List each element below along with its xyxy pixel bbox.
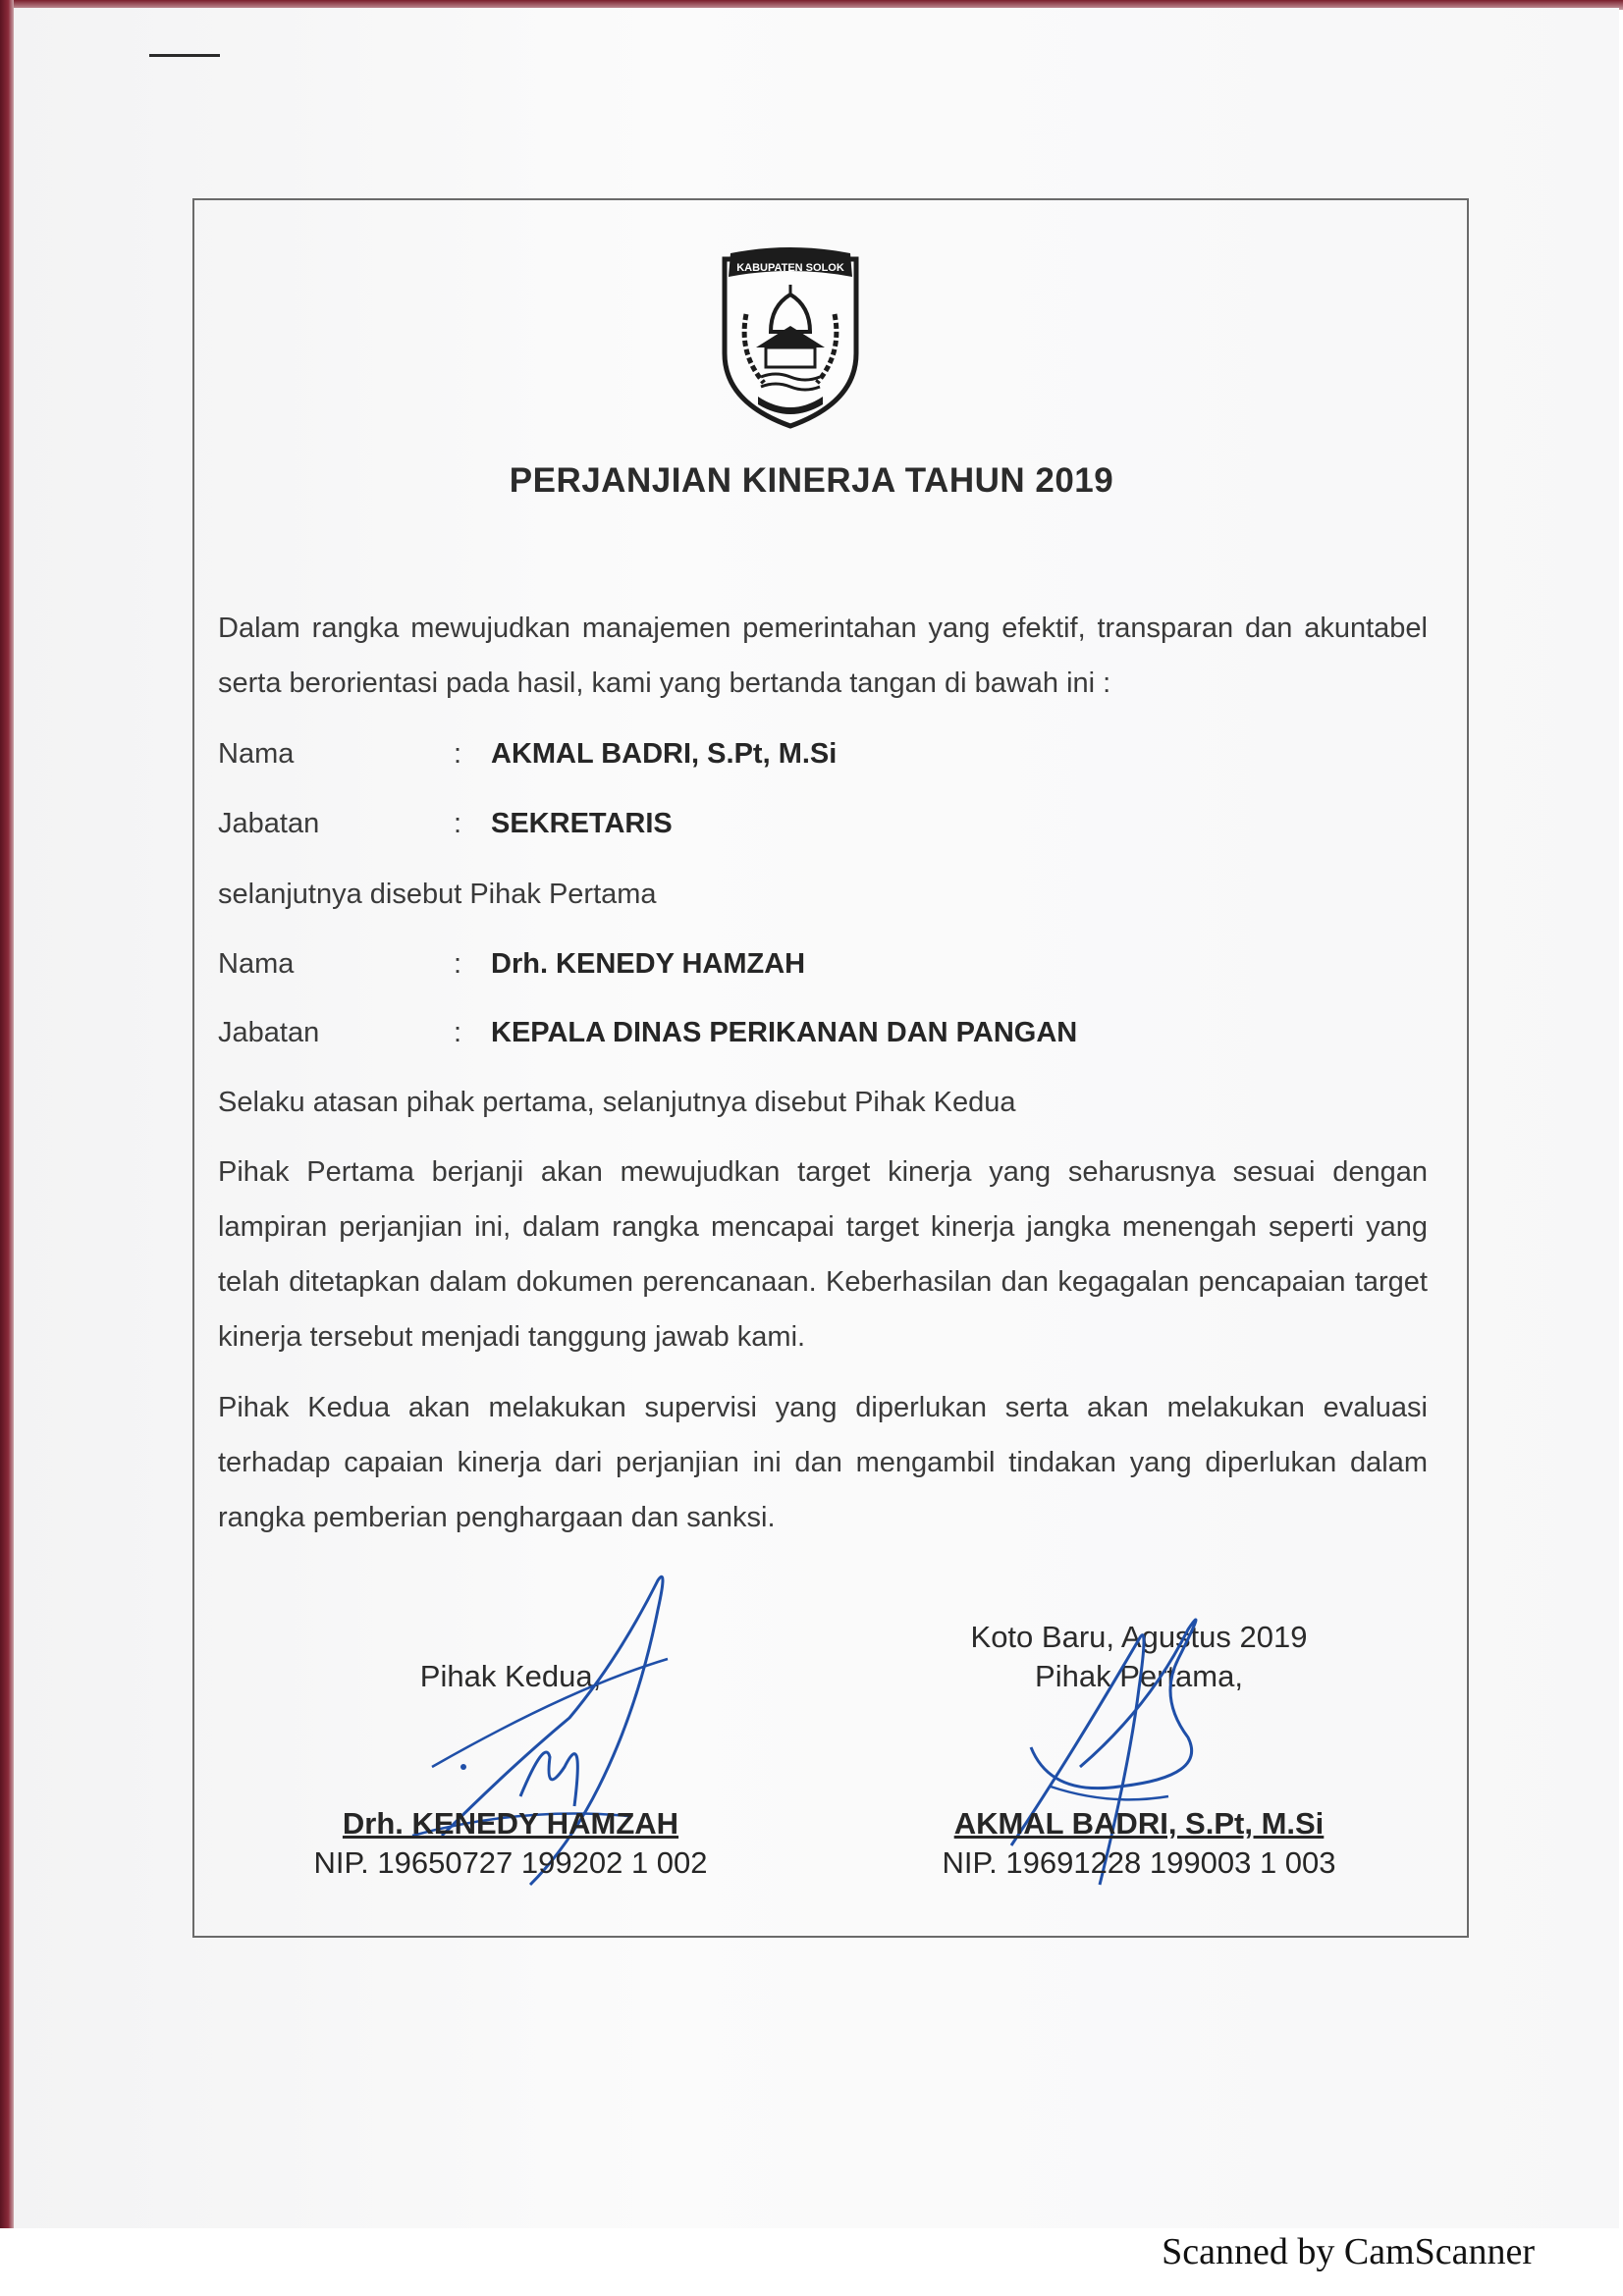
left-signer-role: Pihak Kedua, bbox=[419, 1659, 602, 1693]
intro-paragraph: Dalam rangka mewujudkan manajemen pemerintahan yang efektif, transparan dan akuntabel serta berorientasi pada hasil, kami yang bertanda tangan di bawah ini : bbox=[218, 613, 1428, 699]
right-signer-nip: NIP. 19691228 199003 1 003 bbox=[942, 1845, 1336, 1880]
party2-name-value: Drh. KENEDY HAMZAH bbox=[491, 948, 806, 980]
commitment-paragraph: Pihak Pertama berjanji akan mewujudkan target kinerja yang seharusnya sesuai dengan lampiran perjanjian ini, dalam rangka mencapai target kinerja jangka menengah seperti yang telah ditetapkan dalam dokumen perencanaan. Keberhasilan dan kegagalan pencapaian target kinerja tersebut menjadi tanggung jawab kami. bbox=[218, 1156, 1428, 1353]
party1-name-row bbox=[218, 738, 837, 771]
party2-position-row bbox=[218, 1017, 1077, 1049]
scanner-watermark: Scanned by CamScanner bbox=[1162, 2231, 1535, 2272]
position-label: Jabatan bbox=[218, 808, 320, 839]
position-label: Jabatan bbox=[218, 1017, 320, 1048]
right-signer-name: AKMAL BADRI, S.Pt, M.Si bbox=[953, 1806, 1325, 1841]
corner-mark bbox=[149, 54, 220, 57]
name-label: Nama bbox=[218, 948, 295, 980]
place-date: Koto Baru, Agustus 2019 bbox=[970, 1620, 1308, 1654]
party2-position-value: KEPALA DINAS PERIKANAN DAN PANGAN bbox=[491, 1017, 1078, 1048]
colon: : bbox=[454, 738, 462, 770]
right-signer-role: Pihak Pertama, bbox=[1035, 1659, 1243, 1693]
party1-position-value: SEKRETARIS bbox=[491, 808, 673, 839]
document-title: PERJANJIAN KINERJA TAHUN 2019 bbox=[509, 461, 1114, 500]
party1-note: selanjutnya disebut Pihak Pertama bbox=[218, 879, 657, 910]
emblem-text: KABUPATEN SOLOK bbox=[736, 262, 844, 274]
party2-name-row bbox=[218, 948, 805, 981]
regency-emblem-icon bbox=[717, 245, 864, 432]
left-signer-nip: NIP. 19650727 199202 1 002 bbox=[313, 1845, 708, 1880]
left-signer-name: Drh. KENEDY HAMZAH bbox=[342, 1806, 679, 1841]
colon: : bbox=[454, 1017, 462, 1048]
party1-name-value: AKMAL BADRI, S.Pt, M.Si bbox=[491, 738, 838, 770]
background-edge-left bbox=[0, 0, 14, 2228]
colon: : bbox=[454, 948, 462, 980]
supervision-paragraph: Pihak Kedua akan melakukan supervisi yang diperlukan serta akan melakukan evaluasi terhadap capaian kinerja dari perjanjian ini dan mengambil tindakan yang diperlukan dalam rangka pemberian penghargaan dan sanksi. bbox=[218, 1392, 1428, 1533]
party2-note: Selaku atasan pihak pertama, selanjutnya disebut Pihak Kedua bbox=[218, 1087, 1016, 1118]
name-label: Nama bbox=[218, 738, 295, 770]
colon: : bbox=[454, 808, 462, 839]
party1-position-row bbox=[218, 808, 673, 840]
